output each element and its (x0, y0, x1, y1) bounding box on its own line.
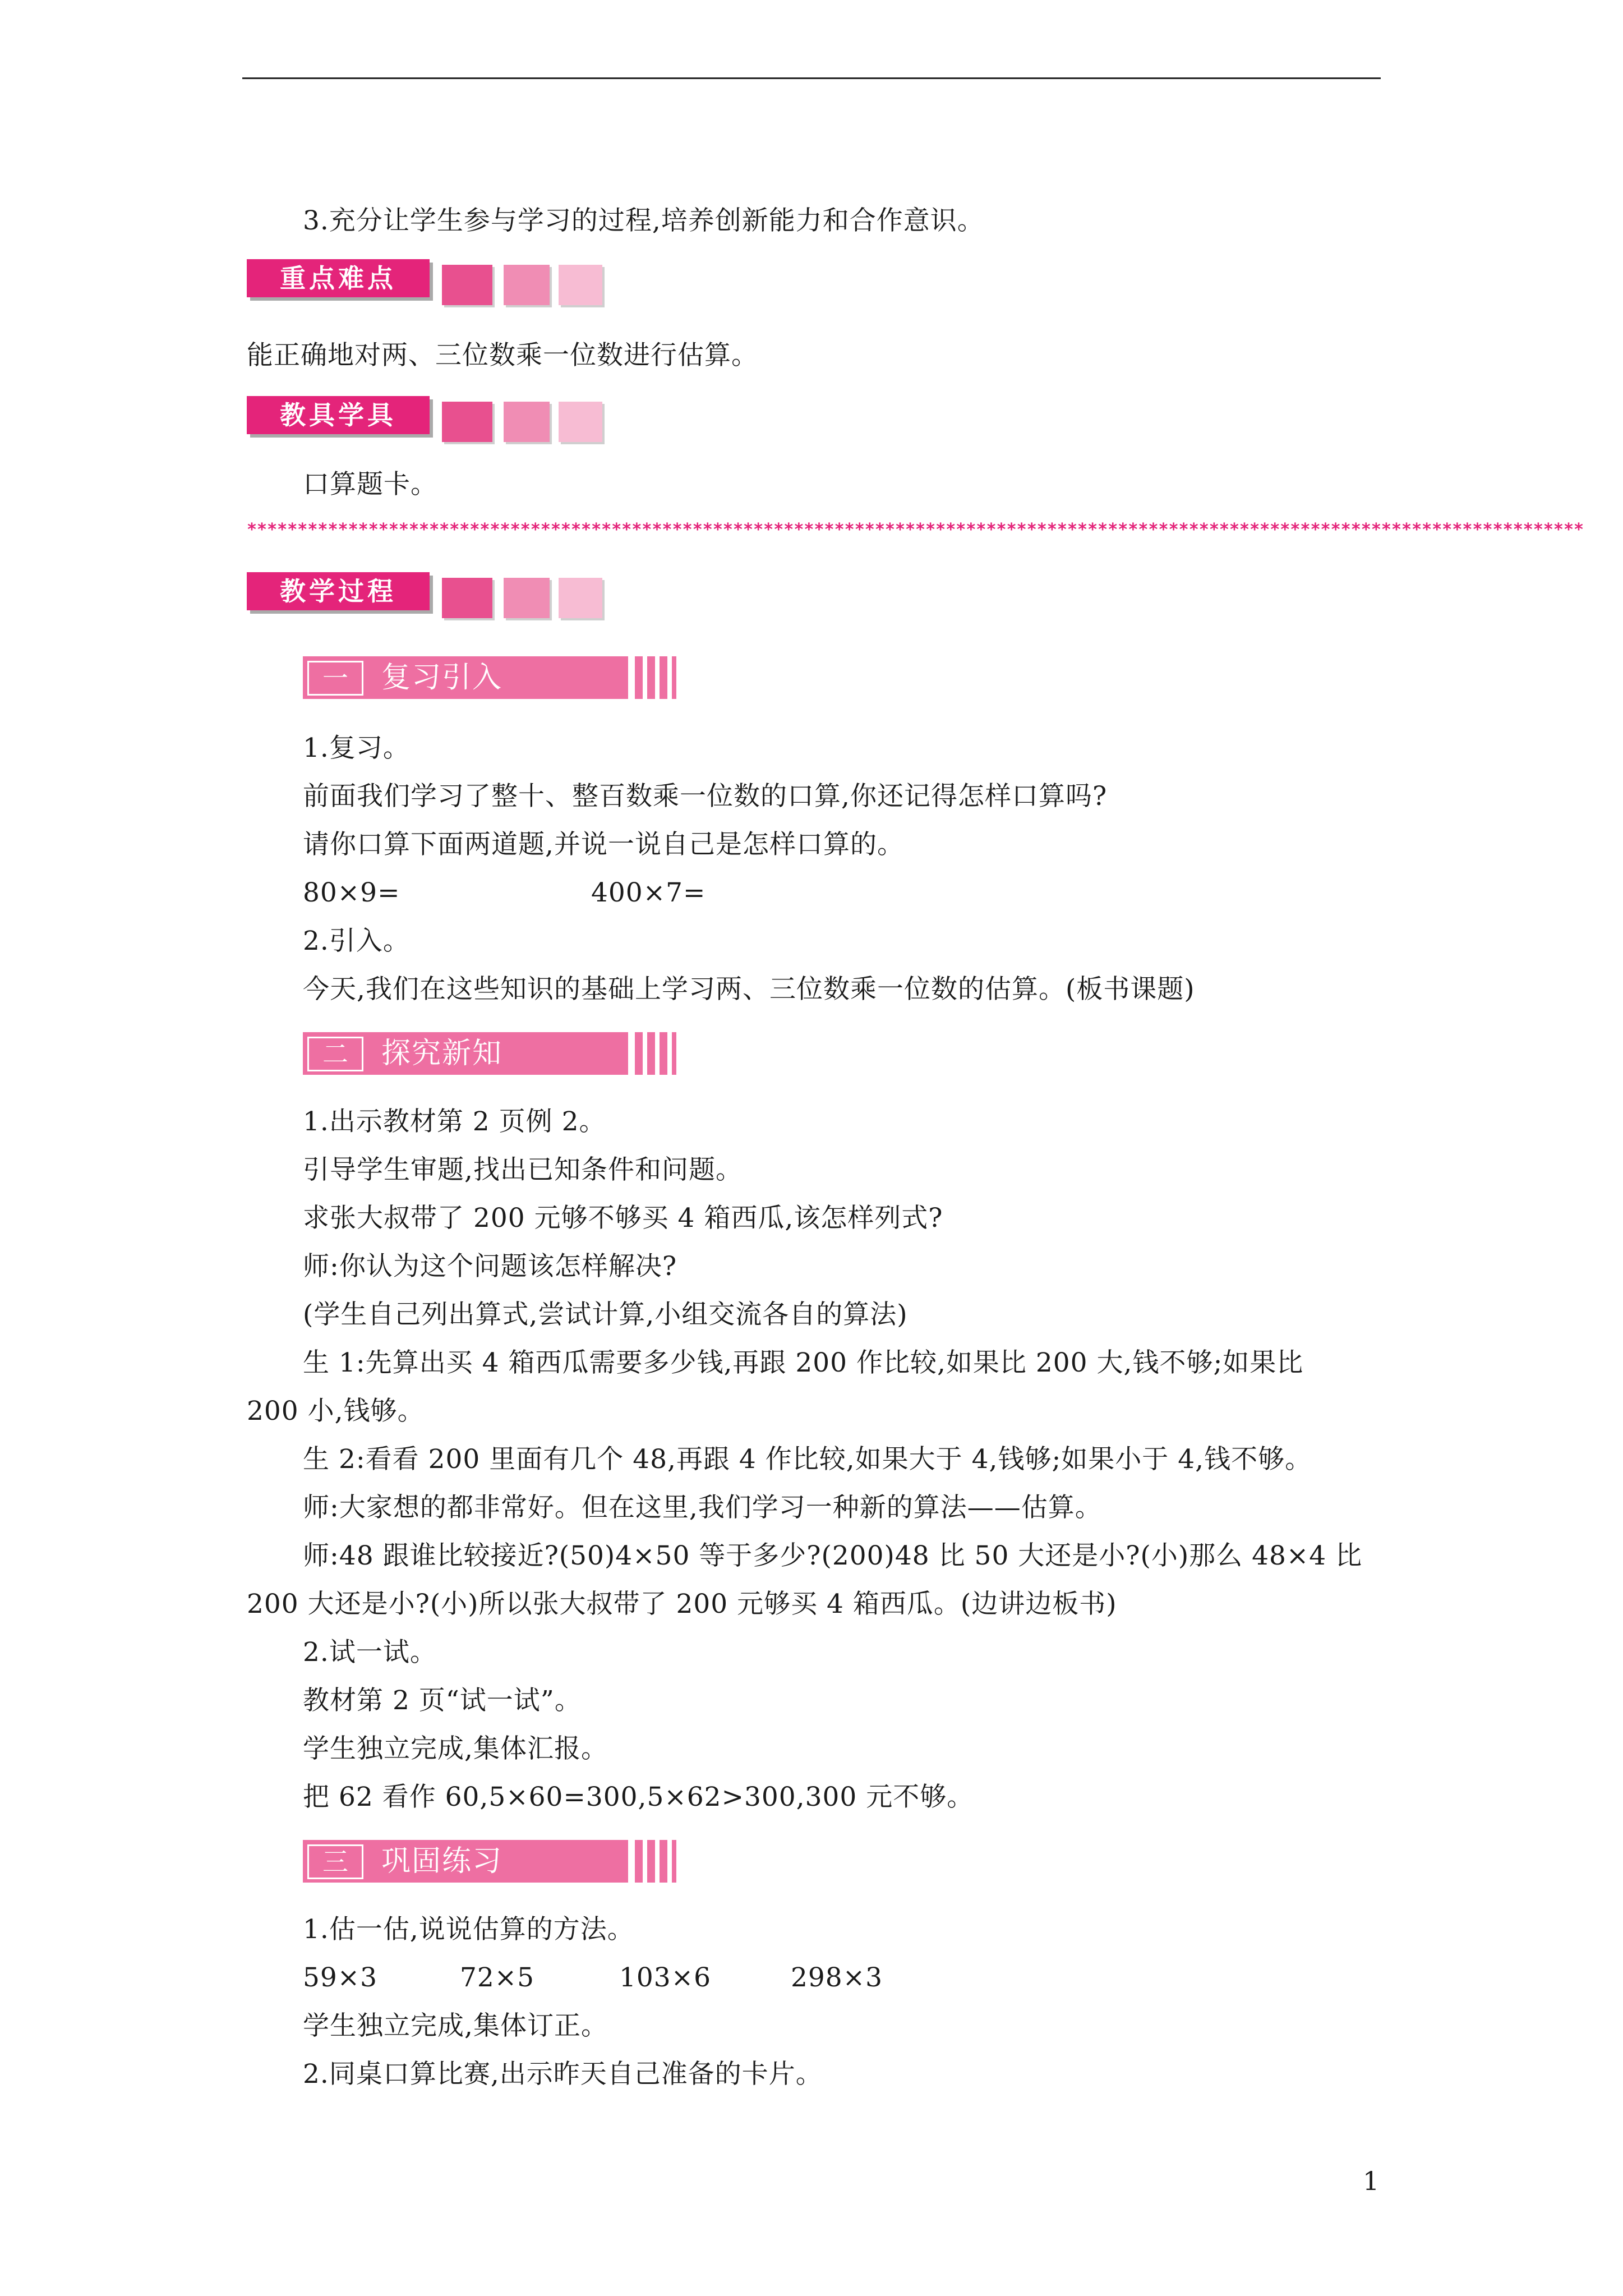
text-line: 把 62 看作 60,5×60=300,5×62>300,300 元不够。 (303, 1782, 974, 1812)
text-line: 200 大还是小?(小)所以张大叔带了 200 元够买 4 箱西瓜。(边讲边板书) (247, 1589, 1117, 1619)
key-points-text: 能正确地对两、三位数乘一位数进行估算。 (247, 340, 758, 371)
text-line: 今天,我们在这些知识的基础上学习两、三位数乘一位数的估算。(板书课题) (303, 974, 1195, 1005)
banner-stripe (660, 656, 667, 699)
key-points-label: 重点难点 (247, 259, 430, 297)
text-line: 前面我们学习了整十、整百数乘一位数的口算,你还记得怎样口算吗? (303, 781, 1108, 812)
exercise-item: 59×3 (303, 1962, 378, 1993)
banner-stripe (635, 656, 643, 699)
section-title: 巩固练习 (381, 1844, 503, 1878)
teaching-aids-label: 教具学具 (247, 396, 430, 434)
text-line: 学生独立完成,集体汇报。 (303, 1733, 608, 1764)
star-divider: ************************************************************************************************************************************ (247, 520, 1584, 540)
banner-stripe (635, 1840, 643, 1883)
text-line: 2.同桌口算比赛,出示昨天自己准备的卡片。 (303, 2059, 823, 2090)
banner-stripe (647, 1032, 655, 1075)
section-title: 复习引入 (381, 661, 503, 694)
decor-square (559, 578, 602, 618)
objective-line: 3.充分让学生参与学习的过程,培养创新能力和合作意识。 (303, 205, 984, 236)
exercise-item: 80×9= (303, 877, 400, 908)
text-line: 引导学生审题,找出已知条件和问题。 (303, 1154, 743, 1185)
text-line: 求张大叔带了 200 元够不够买 4 箱西瓜,该怎样列式? (303, 1203, 943, 1234)
page-number: 1 (1363, 2166, 1380, 2196)
banner-stripe (660, 1840, 667, 1883)
section-number: 一 (307, 661, 363, 696)
text-line: 生 2:看看 200 里面有几个 48,再跟 4 作比较,如果大于 4,钱够;如果小于 4,钱不够。 (303, 1444, 1312, 1475)
teaching-aids-text: 口算题卡。 (303, 469, 437, 500)
text-line: 师:你认为这个问题该怎样解决? (303, 1251, 677, 1282)
exercise-item: 72×5 (460, 1962, 535, 1993)
decor-square (442, 578, 492, 618)
banner-stripe (672, 1032, 676, 1075)
section-header-review (303, 656, 676, 699)
text-line: 生 1:先算出买 4 箱西瓜需要多少钱,再跟 200 作比较,如果比 200 大,钱不够;如果比 (303, 1347, 1304, 1378)
text-line: 师:大家想的都非常好。但在这里,我们学习一种新的算法——估算。 (303, 1492, 1102, 1523)
decor-square (504, 402, 550, 442)
decor-square (559, 265, 602, 305)
text-line: (学生自己列出算式,尝试计算,小组交流各自的算法) (303, 1299, 908, 1330)
text-line: 1.出示教材第 2 页例 2。 (303, 1106, 606, 1137)
text-line: 学生独立完成,集体订正。 (303, 2010, 608, 2041)
section-header-practice (303, 1840, 676, 1883)
banner-stripe (660, 1032, 667, 1075)
banner-stripe (672, 656, 676, 699)
decor-square (559, 402, 602, 442)
teaching-process-label: 教学过程 (247, 572, 430, 610)
banner-stripe (647, 1840, 655, 1883)
decor-square (442, 265, 492, 305)
section-title: 探究新知 (381, 1037, 503, 1070)
header-rule (242, 77, 1381, 79)
text-line: 请你口算下面两道题,并说一说自己是怎样口算的。 (303, 829, 904, 860)
text-line: 教材第 2 页“试一试”。 (303, 1685, 582, 1716)
text-line: 师:48 跟谁比较接近?(50)4×50 等于多少?(200)48 比 50 大还是小?(小)那么 48×4 比 (303, 1540, 1363, 1571)
banner-stripe (635, 1032, 643, 1075)
text-line: 200 小,钱够。 (247, 1396, 425, 1427)
text-line: 1.复习。 (303, 733, 410, 763)
text-line: 2.试一试。 (303, 1637, 437, 1668)
exercise-item: 298×3 (791, 1962, 883, 1993)
text-line: 2.引入。 (303, 926, 410, 956)
section-number: 二 (307, 1037, 363, 1071)
exercise-item: 400×7= (591, 877, 706, 908)
banner-stripe (672, 1840, 676, 1883)
banner-stripe (647, 656, 655, 699)
decor-square (504, 578, 550, 618)
section-header-explore (303, 1032, 676, 1075)
decor-square (442, 402, 492, 442)
text-line: 1.估一估,说说估算的方法。 (303, 1914, 634, 1945)
decor-square (504, 265, 550, 305)
section-number: 三 (307, 1844, 363, 1879)
exercise-item: 103×6 (619, 1962, 711, 1993)
